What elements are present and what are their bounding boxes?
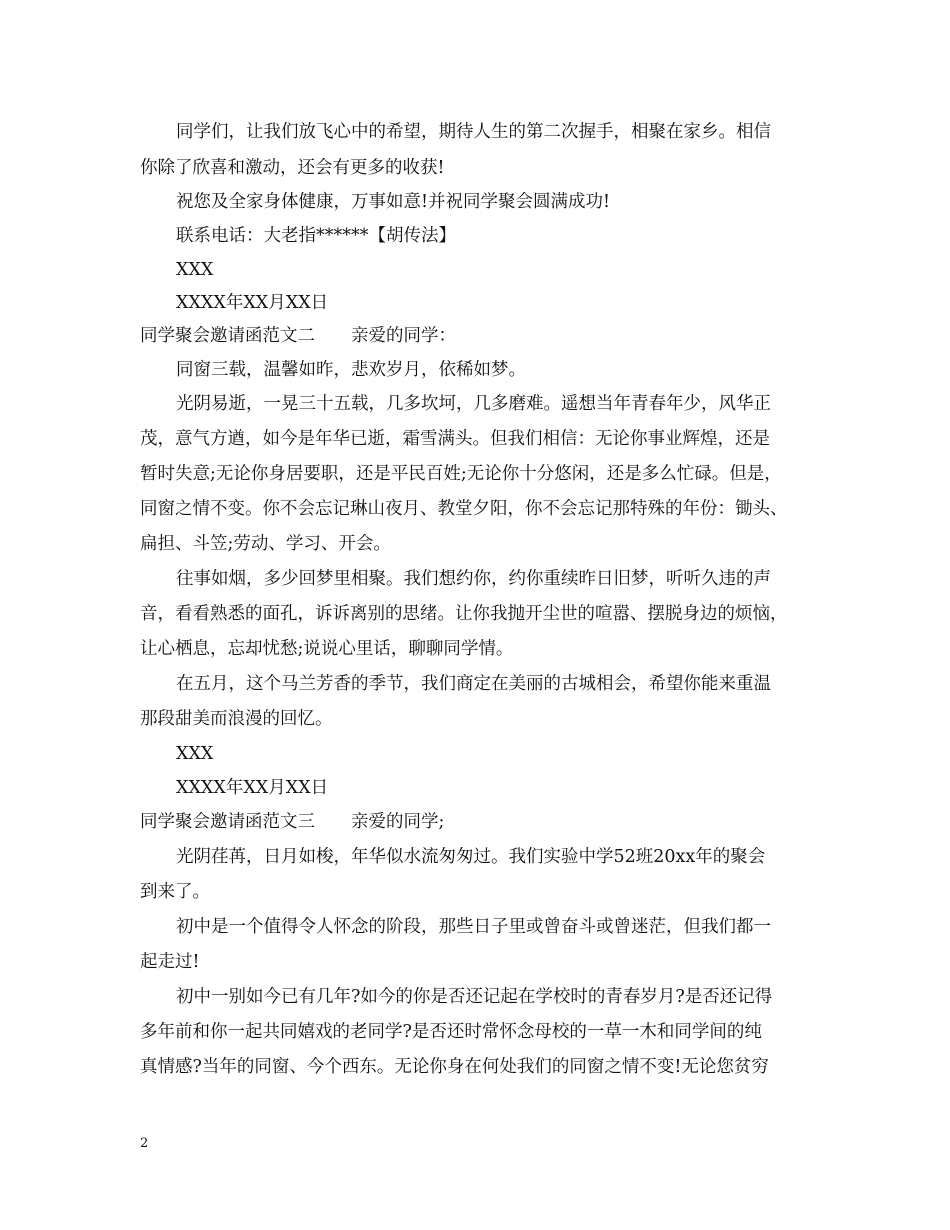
- paragraph-line: 初中一别如今已有几年?如今的你是否还记起在学校时的青春岁月?是否还记得: [176, 987, 773, 1007]
- paragraph-line: 茂，意气方遒，如今是年华已逝，霜雪满头。但我们相信：无论你事业辉煌，还是: [140, 429, 770, 449]
- paragraph-line: 真情感?当年的同窗、今个西东。无论你身在何处我们的同窗之情不变!无论您贫穷: [140, 1057, 769, 1077]
- paragraph-line: 那段甜美而浪漫的回忆。: [140, 709, 333, 729]
- paragraph-line: 多年前和你一起共同嬉戏的老同学?是否还时常怀念母校的一草一木和同学间的纯: [140, 1022, 762, 1042]
- paragraph-line: 暂时失意;无论你身居要职，还是平民百姓;无论你十分悠闲，还是多么忙碌。但是，: [140, 464, 782, 484]
- page-number: 2: [140, 1136, 149, 1151]
- salutation: 亲爱的同学：: [351, 326, 456, 346]
- section-heading-line: [140, 810, 444, 834]
- signature-date: XXXX年XX月XX日: [176, 293, 329, 313]
- paragraph-line: 音，看看熟悉的面孔，诉诉离别的思绪。让你我抛开尘世的喧嚣、摆脱身边的烦恼，: [140, 604, 788, 624]
- signature-date: XXXX年XX月XX日: [176, 778, 329, 798]
- paragraph-line: 同学们，让我们放飞心中的希望，期待人生的第二次握手，相聚在家乡。相信: [176, 122, 771, 142]
- paragraph-line: 祝您及全家身体健康，万事如意!并祝同学聚会圆满成功!: [176, 192, 611, 212]
- contact-line: 联系电话：大老指******【胡传法】: [176, 226, 456, 246]
- section-heading: 同学聚会邀请函范文三: [140, 812, 315, 832]
- signature-name: XXX: [176, 744, 214, 764]
- salutation: 亲爱的同学;: [351, 812, 445, 832]
- paragraph-line: 同窗三载，温馨如昨，悲欢岁月，依稀如梦。: [176, 360, 526, 380]
- paragraph-line: 让心栖息，忘却忧愁;说说心里话，聊聊同学情。: [140, 639, 514, 659]
- paragraph-line: 光阴荏苒，日月如梭，年华似水流匆匆过。我们实验中学52班20xx年的聚会: [176, 847, 766, 867]
- paragraph-line: 同窗之情不变。你不会忘记琳山夜月、教堂夕阳，你不会忘记那特殊的年份：锄头、: [140, 499, 788, 519]
- paragraph-line: 你除了欣喜和激动，还会有更多的收获!: [140, 158, 445, 178]
- paragraph-line: 扁担、斗笠;劳动、学习、开会。: [140, 534, 391, 554]
- signature-name: XXX: [176, 260, 214, 280]
- paragraph-line: 光阴易逝，一晃三十五载，几多坎坷，几多磨难。遥想当年青春年少，风华正: [176, 394, 771, 414]
- paragraph-line: 起走过!: [140, 952, 200, 972]
- section-heading-line: [140, 324, 456, 348]
- paragraph-line: 初中是一个值得令人怀念的阶段，那些日子里或曾奋斗或曾迷茫，但我们都一: [176, 917, 771, 937]
- paragraph-line: 在五月，这个马兰芳香的季节，我们商定在美丽的古城相会，希望你能来重温: [176, 674, 771, 694]
- section-heading: 同学聚会邀请函范文二: [140, 326, 315, 346]
- paragraph-line: 到来了。: [140, 882, 210, 902]
- paragraph-line: 往事如烟，多少回梦里相聚。我们想约你，约你重续昨日旧梦，听听久违的声: [176, 569, 771, 589]
